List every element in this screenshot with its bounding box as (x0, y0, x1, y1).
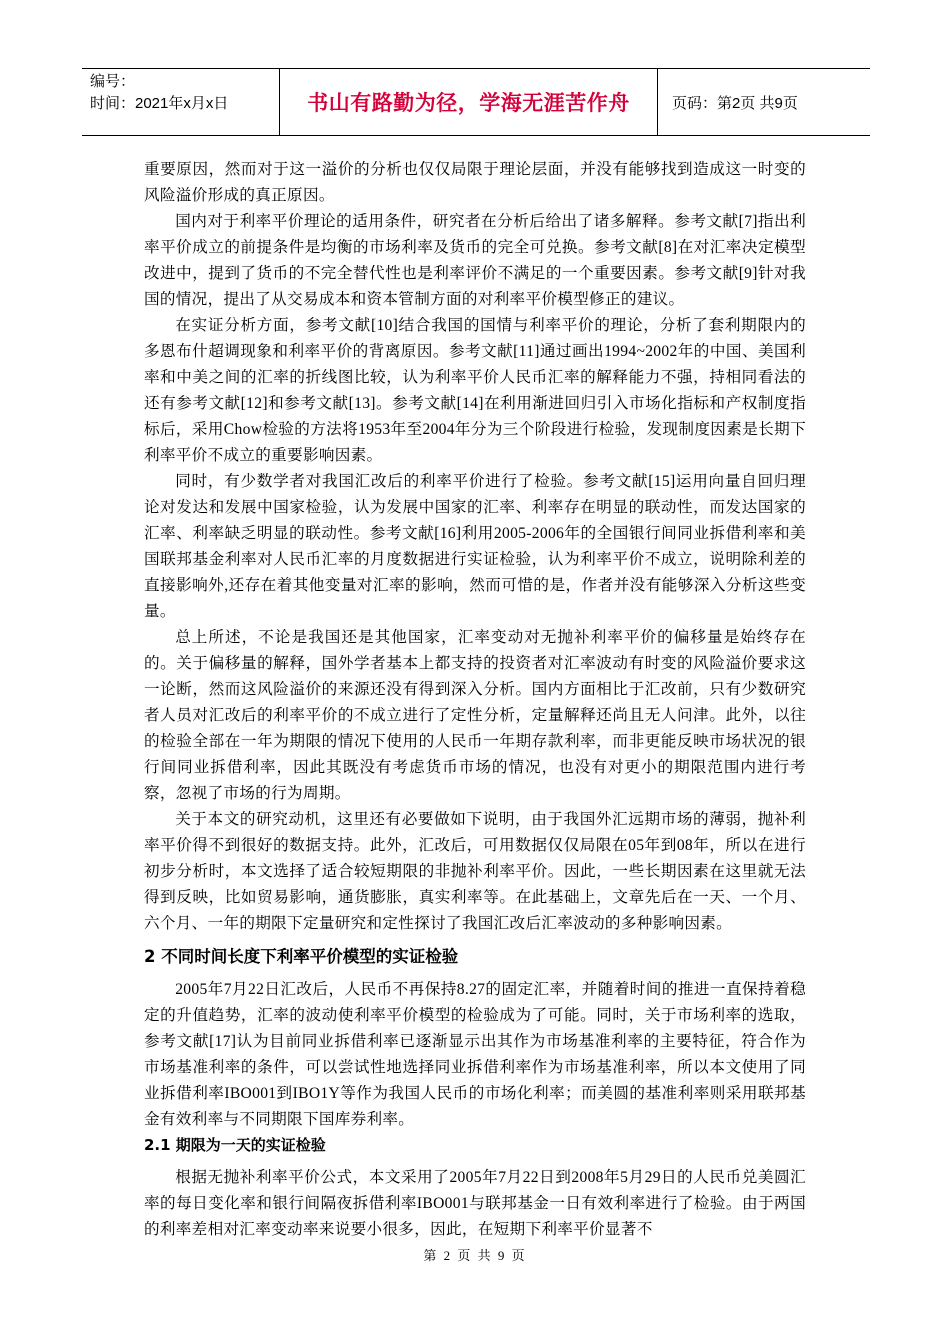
header-motto: 书山有路勤为径，学海无涯苦作舟 (280, 69, 658, 135)
body-paragraph: 在实证分析方面，参考文献[10]结合我国的国情与利率平价的理论，分析了套利期限内的多恩布什超调现象和利率平价的背离原因。参考文献[11]通过画出1994~2002年的中国、美国利率和中美之间的汇率的折线图比较，认为利率平价人民币汇率的解释能力不强，持相同看法的还有参考文献[12]和参考文献[13]。参考文献[14]在利用渐进回归引入市场化指标和产权制度指标后，采用Chow检验的方法将1953年至2004年分为三个阶段进行检验，发现制度因素是长期下利率平价不成立的重要影响因素。 (144, 317, 806, 464)
document-body (144, 157, 806, 1243)
header-meta (82, 69, 280, 135)
body-paragraph: 2005年7月22日汇改后，人民币不再保持8.27的固定汇率，并随着时间的推进一直保持着稳定的升值趋势，汇率的波动使利率平价模型的检验成为了可能。同时，关于市场利率的选取，参考文献[17]认为目前同业拆借利率已逐渐显示出其作为市场基准利率的主要特征，符合作为市场基准利率的条件，可以尝试性地选择同业拆借利率作为市场基准利率，所以本文使用了同业拆借利率IBO001到IBO1Y等作为我国人民币的市场化利率；而美圆的基准利率则采用联邦基金有效利率与不同期限下国库券利率。 (144, 981, 806, 1128)
subsection-heading: 2.1 期限为一天的实证检验 (144, 1136, 326, 1154)
section-heading: 2 不同时间长度下利率平价模型的实证检验 (144, 947, 459, 966)
page-header (82, 68, 870, 136)
body-paragraph: 国内对于利率平价理论的适用条件，研究者在分析后给出了诸多解释。参考文献[7]指出利率平价成立的前提条件是均衡的市场利率及货币的完全可兑换。参考文献[8]在对汇率决定模型改进中，提到了货币的不完全替代性也是利率评价不满足的一个重要因素。参考文献[9]针对我国的情况，提出了从交易成本和资本管制方面的对利率平价模型修正的建议。 (144, 213, 806, 308)
document-time-label: 时间：2021年x月x日 (90, 95, 229, 112)
body-paragraph: 同时，有少数学者对我国汇改后的利率平价进行了检验。参考文献[15]运用向量自回归理论对发达和发展中国家检验，认为发展中国家的汇率、利率存在明显的联动性，而发达国家的汇率、利率缺乏明显的联动性。参考文献[16]利用2005-2006年的全国银行间同业拆借利率和美国联邦基金利率对人民币汇率的月度数据进行实证检验，认为利率平价不成立，说明除利差的直接影响外,还存在着其他变量对汇率的影响，然而可惜的是，作者并没有能够深入分析这些变量。 (144, 473, 806, 620)
body-paragraph: 重要原因，然而对于这一溢价的分析也仅仅局限于理论层面，并没有能够找到造成这一时变的风险溢价形成的真正原因。 (144, 161, 806, 204)
header-page-info: 页码：第2页 共9页 (672, 94, 798, 112)
page-footer: 第 2 页 共 9 页 (423, 1248, 527, 1263)
body-paragraph: 根据无抛补利率平价公式，本文采用了2005年7月22日到2008年5月29日的人民币兑美圆汇率的每日变化率和银行间隔夜拆借利率IBO001与联邦基金一日有效利率进行了检验。由于两国的利率差相对汇率变动率来说要小很多，因此，在短期下利率平价显著不 (144, 1169, 806, 1238)
body-paragraph: 关于本文的研究动机，这里还有必要做如下说明，由于我国外汇远期市场的薄弱，抛补利率平价得不到很好的数据支持。此外，汇改后，可用数据仅仅局限在05年到08年，所以在进行初步分析时，本文选择了适合较短期限的非抛补利率平价。因此，一些长期因素在这里就无法得到反映，比如贸易影响，通货膨胀，真实利率等。在此基础上，文章先后在一天、一个月、六个月、一年的期限下定量研究和定性探讨了我国汇改后汇率波动的多种影响因素。 (144, 811, 806, 932)
document-number-label: 编号： (90, 73, 136, 90)
body-paragraph: 总上所述，不论是我国还是其他国家，汇率变动对无抛补利率平价的偏移量是始终存在的。关于偏移量的解释，国外学者基本上都支持的投资者对汇率波动有时变的风险溢价要求这一论断，然而这风险溢价的来源还没有得到深入分析。国内方面相比于汇改前，只有少数研究者人员对汇改后的利率平价的不成立进行了定性分析，定量解释还尚且无人问津。此外，以往的检验全部在一年为期限的情况下使用的人民币一年期存款利率，而非更能反映市场状况的银行间同业拆借利率，因此其既没有考虑货币市场的情况，也没有对更小的期限范围内进行考察，忽视了市场的行为周期。 (144, 629, 806, 802)
